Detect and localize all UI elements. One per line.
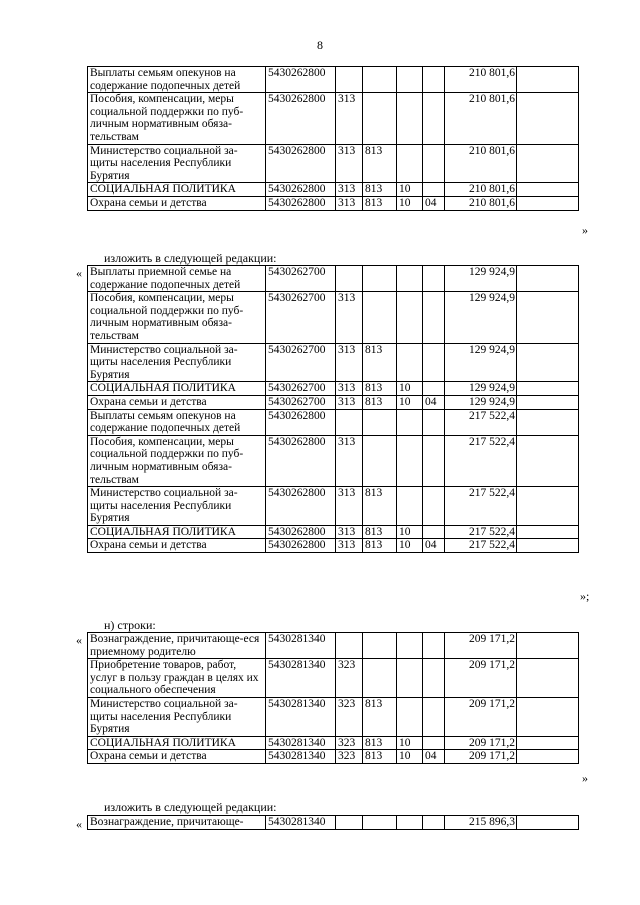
subsection-code-cell: 10 (397, 382, 423, 396)
department-code-cell: 313 (336, 343, 363, 382)
target-code-cell: 5430262800 (266, 183, 336, 197)
subsection-code-cell (397, 144, 423, 183)
empty-cell (517, 659, 579, 698)
expense-type-cell (423, 736, 445, 750)
table-row (88, 183, 579, 197)
empty-cell (517, 539, 579, 553)
section-code-cell: 813 (363, 382, 397, 396)
row-name-cell: Выплаты приемной семье на содержание подопечных детей (88, 266, 266, 292)
table-row (88, 266, 579, 292)
expense-type-cell (423, 292, 445, 343)
expense-type-cell: 04 (423, 395, 445, 409)
table-row (88, 659, 579, 698)
subsection-code-cell: 10 (397, 736, 423, 750)
section-code-cell (363, 292, 397, 343)
expense-type-cell (423, 183, 445, 197)
amount-cell: 217 522,4 (445, 539, 517, 553)
budget-table-original-2 (87, 632, 579, 764)
section-code-cell: 813 (363, 539, 397, 553)
target-code-cell: 5430281340 (266, 697, 336, 736)
row-name-cell: СОЦИАЛЬНАЯ ПОЛИТИКА (88, 736, 266, 750)
target-code-cell: 5430281340 (266, 659, 336, 698)
empty-cell (517, 633, 579, 659)
closing-quote: » (582, 771, 588, 785)
section-code-cell: 813 (363, 697, 397, 736)
subsection-code-cell (397, 93, 423, 144)
amount-cell: 129 924,9 (445, 382, 517, 396)
section-code-cell (363, 93, 397, 144)
expense-type-cell (423, 487, 445, 526)
expense-type-cell: 04 (423, 196, 445, 210)
amount-cell: 129 924,9 (445, 395, 517, 409)
empty-cell (517, 487, 579, 526)
table-row (88, 67, 579, 93)
department-code-cell (336, 266, 363, 292)
table-row (88, 292, 579, 343)
subsection-code-cell (397, 343, 423, 382)
target-code-cell: 5430281340 (266, 633, 336, 659)
row-name-cell: Министерство социальной за-щиты населения Республики Бурятия (88, 487, 266, 526)
instruction-replace: изложить в следующей редакции: (104, 251, 277, 265)
empty-cell (517, 67, 579, 93)
budget-table-original-1 (87, 66, 579, 211)
empty-cell (517, 816, 579, 830)
expense-type-cell (423, 633, 445, 659)
subsection-code-cell (397, 659, 423, 698)
budget-table-new-2 (87, 815, 579, 830)
section-code-cell (363, 659, 397, 698)
expense-type-cell (423, 435, 445, 486)
page-number: 8 (317, 38, 323, 52)
subsection-code-cell: 10 (397, 183, 423, 197)
department-code-cell (336, 409, 363, 435)
table-row (88, 736, 579, 750)
department-code-cell (336, 816, 363, 830)
target-code-cell: 5430262700 (266, 266, 336, 292)
section-code-cell (363, 816, 397, 830)
subsection-code-cell (397, 435, 423, 486)
department-code-cell: 313 (336, 382, 363, 396)
target-code-cell: 5430262800 (266, 539, 336, 553)
closing-quote-semicolon: »; (580, 589, 590, 603)
opening-quote: « (76, 633, 82, 647)
subsection-code-cell (397, 409, 423, 435)
row-name-cell: Выплаты семьям опекунов на содержание подопечных детей (88, 409, 266, 435)
amount-cell: 209 171,2 (445, 633, 517, 659)
table-row (88, 395, 579, 409)
expense-type-cell (423, 266, 445, 292)
row-name-cell: Выплаты семьям опекунов на содержание подопечных детей (88, 67, 266, 93)
target-code-cell: 5430262700 (266, 395, 336, 409)
table-row (88, 487, 579, 526)
empty-cell (517, 750, 579, 764)
target-code-cell: 5430262800 (266, 435, 336, 486)
section-code-cell: 813 (363, 750, 397, 764)
table-row (88, 633, 579, 659)
target-code-cell: 5430262800 (266, 525, 336, 539)
row-name-cell: Охрана семьи и детства (88, 196, 266, 210)
empty-cell (517, 93, 579, 144)
row-name-cell: Министерство социальной за-щиты населения Республики Бурятия (88, 697, 266, 736)
empty-cell (517, 292, 579, 343)
table-row (88, 382, 579, 396)
empty-cell (517, 266, 579, 292)
empty-cell (517, 183, 579, 197)
expense-type-cell (423, 816, 445, 830)
amount-cell: 210 801,6 (445, 67, 517, 93)
section-code-cell: 813 (363, 525, 397, 539)
subsection-code-cell (397, 697, 423, 736)
instruction-lines: н) строки: (104, 618, 156, 632)
empty-cell (517, 144, 579, 183)
department-code-cell: 313 (336, 196, 363, 210)
expense-type-cell (423, 67, 445, 93)
department-code-cell: 313 (336, 525, 363, 539)
subsection-code-cell (397, 292, 423, 343)
expense-type-cell (423, 144, 445, 183)
amount-cell: 209 171,2 (445, 697, 517, 736)
target-code-cell: 5430262800 (266, 67, 336, 93)
subsection-code-cell (397, 633, 423, 659)
closing-quote: » (582, 223, 588, 237)
empty-cell (517, 382, 579, 396)
row-name-cell: Вознаграждение, причитающе-еся приемному родителю (88, 633, 266, 659)
section-code-cell: 813 (363, 196, 397, 210)
table-row (88, 343, 579, 382)
row-name-cell: Приобретение товаров, работ, услуг в пользу граждан в целях их социального обеспечения (88, 659, 266, 698)
budget-table-new-1 (87, 265, 579, 553)
department-code-cell: 313 (336, 539, 363, 553)
empty-cell (517, 525, 579, 539)
target-code-cell: 5430262800 (266, 144, 336, 183)
table-row (88, 196, 579, 210)
amount-cell: 209 171,2 (445, 736, 517, 750)
section-code-cell: 813 (363, 487, 397, 526)
amount-cell: 210 801,6 (445, 144, 517, 183)
section-code-cell (363, 409, 397, 435)
department-code-cell: 323 (336, 697, 363, 736)
section-code-cell: 813 (363, 395, 397, 409)
amount-cell: 129 924,9 (445, 266, 517, 292)
table-row (88, 525, 579, 539)
expense-type-cell (423, 659, 445, 698)
section-code-cell: 813 (363, 343, 397, 382)
expense-type-cell (423, 525, 445, 539)
target-code-cell: 5430281340 (266, 750, 336, 764)
target-code-cell: 5430281340 (266, 736, 336, 750)
opening-quote: « (76, 817, 82, 831)
target-code-cell: 5430262700 (266, 292, 336, 343)
table-row (88, 539, 579, 553)
table-row (88, 144, 579, 183)
row-name-cell: Министерство социальной за-щиты населения Республики Бурятия (88, 343, 266, 382)
department-code-cell: 313 (336, 144, 363, 183)
row-name-cell: Пособия, компенсации, меры социальной поддержки по пуб-личным нормативным обяза-тельствам (88, 93, 266, 144)
section-code-cell: 813 (363, 144, 397, 183)
section-code-cell: 813 (363, 736, 397, 750)
department-code-cell: 313 (336, 93, 363, 144)
table-row (88, 409, 579, 435)
empty-cell (517, 343, 579, 382)
subsection-code-cell: 10 (397, 539, 423, 553)
expense-type-cell (423, 697, 445, 736)
target-code-cell: 5430262800 (266, 487, 336, 526)
subsection-code-cell (397, 487, 423, 526)
section-code-cell (363, 67, 397, 93)
subsection-code-cell: 10 (397, 525, 423, 539)
department-code-cell: 313 (336, 487, 363, 526)
expense-type-cell: 04 (423, 750, 445, 764)
amount-cell: 217 522,4 (445, 525, 517, 539)
target-code-cell: 5430262700 (266, 343, 336, 382)
department-code-cell (336, 633, 363, 659)
target-code-cell: 5430262700 (266, 382, 336, 396)
empty-cell (517, 395, 579, 409)
section-code-cell (363, 435, 397, 486)
subsection-code-cell (397, 266, 423, 292)
target-code-cell: 5430262800 (266, 196, 336, 210)
amount-cell: 209 171,2 (445, 659, 517, 698)
row-name-cell: СОЦИАЛЬНАЯ ПОЛИТИКА (88, 382, 266, 396)
row-name-cell: Пособия, компенсации, меры социальной поддержки по пуб-личным нормативным обяза-тельствам (88, 435, 266, 486)
subsection-code-cell (397, 816, 423, 830)
amount-cell: 210 801,6 (445, 93, 517, 144)
subsection-code-cell (397, 67, 423, 93)
amount-cell: 209 171,2 (445, 750, 517, 764)
department-code-cell: 313 (336, 395, 363, 409)
department-code-cell: 313 (336, 183, 363, 197)
empty-cell (517, 697, 579, 736)
subsection-code-cell: 10 (397, 395, 423, 409)
row-name-cell: СОЦИАЛЬНАЯ ПОЛИТИКА (88, 183, 266, 197)
subsection-code-cell: 10 (397, 196, 423, 210)
table-row (88, 697, 579, 736)
department-code-cell: 313 (336, 435, 363, 486)
amount-cell: 215 896,3 (445, 816, 517, 830)
amount-cell: 217 522,4 (445, 409, 517, 435)
table-row (88, 435, 579, 486)
expense-type-cell: 04 (423, 539, 445, 553)
section-code-cell (363, 633, 397, 659)
row-name-cell: Охрана семьи и детства (88, 750, 266, 764)
row-name-cell: Охрана семьи и детства (88, 539, 266, 553)
expense-type-cell (423, 409, 445, 435)
department-code-cell: 323 (336, 750, 363, 764)
table-row (88, 750, 579, 764)
table-row (88, 93, 579, 144)
amount-cell: 210 801,6 (445, 196, 517, 210)
empty-cell (517, 435, 579, 486)
department-code-cell: 323 (336, 736, 363, 750)
row-name-cell: Пособия, компенсации, меры социальной поддержки по пуб-личным нормативным обяза-тельствам (88, 292, 266, 343)
amount-cell: 217 522,4 (445, 487, 517, 526)
amount-cell: 129 924,9 (445, 343, 517, 382)
target-code-cell: 5430262800 (266, 409, 336, 435)
empty-cell (517, 196, 579, 210)
expense-type-cell (423, 382, 445, 396)
section-code-cell: 813 (363, 183, 397, 197)
target-code-cell: 5430262800 (266, 93, 336, 144)
empty-cell (517, 736, 579, 750)
row-name-cell: Министерство социальной за-щиты населения Республики Бурятия (88, 144, 266, 183)
row-name-cell: СОЦИАЛЬНАЯ ПОЛИТИКА (88, 525, 266, 539)
row-name-cell: Охрана семьи и детства (88, 395, 266, 409)
empty-cell (517, 409, 579, 435)
amount-cell: 210 801,6 (445, 183, 517, 197)
table-row (88, 816, 579, 830)
section-code-cell (363, 266, 397, 292)
amount-cell: 129 924,9 (445, 292, 517, 343)
amount-cell: 217 522,4 (445, 435, 517, 486)
opening-quote: « (76, 266, 82, 280)
row-name-cell: Вознаграждение, причитающе- (88, 816, 266, 830)
department-code-cell: 313 (336, 292, 363, 343)
subsection-code-cell: 10 (397, 750, 423, 764)
expense-type-cell (423, 93, 445, 144)
instruction-replace: изложить в следующей редакции: (104, 800, 277, 814)
department-code-cell: 323 (336, 659, 363, 698)
target-code-cell: 5430281340 (266, 816, 336, 830)
expense-type-cell (423, 343, 445, 382)
department-code-cell (336, 67, 363, 93)
